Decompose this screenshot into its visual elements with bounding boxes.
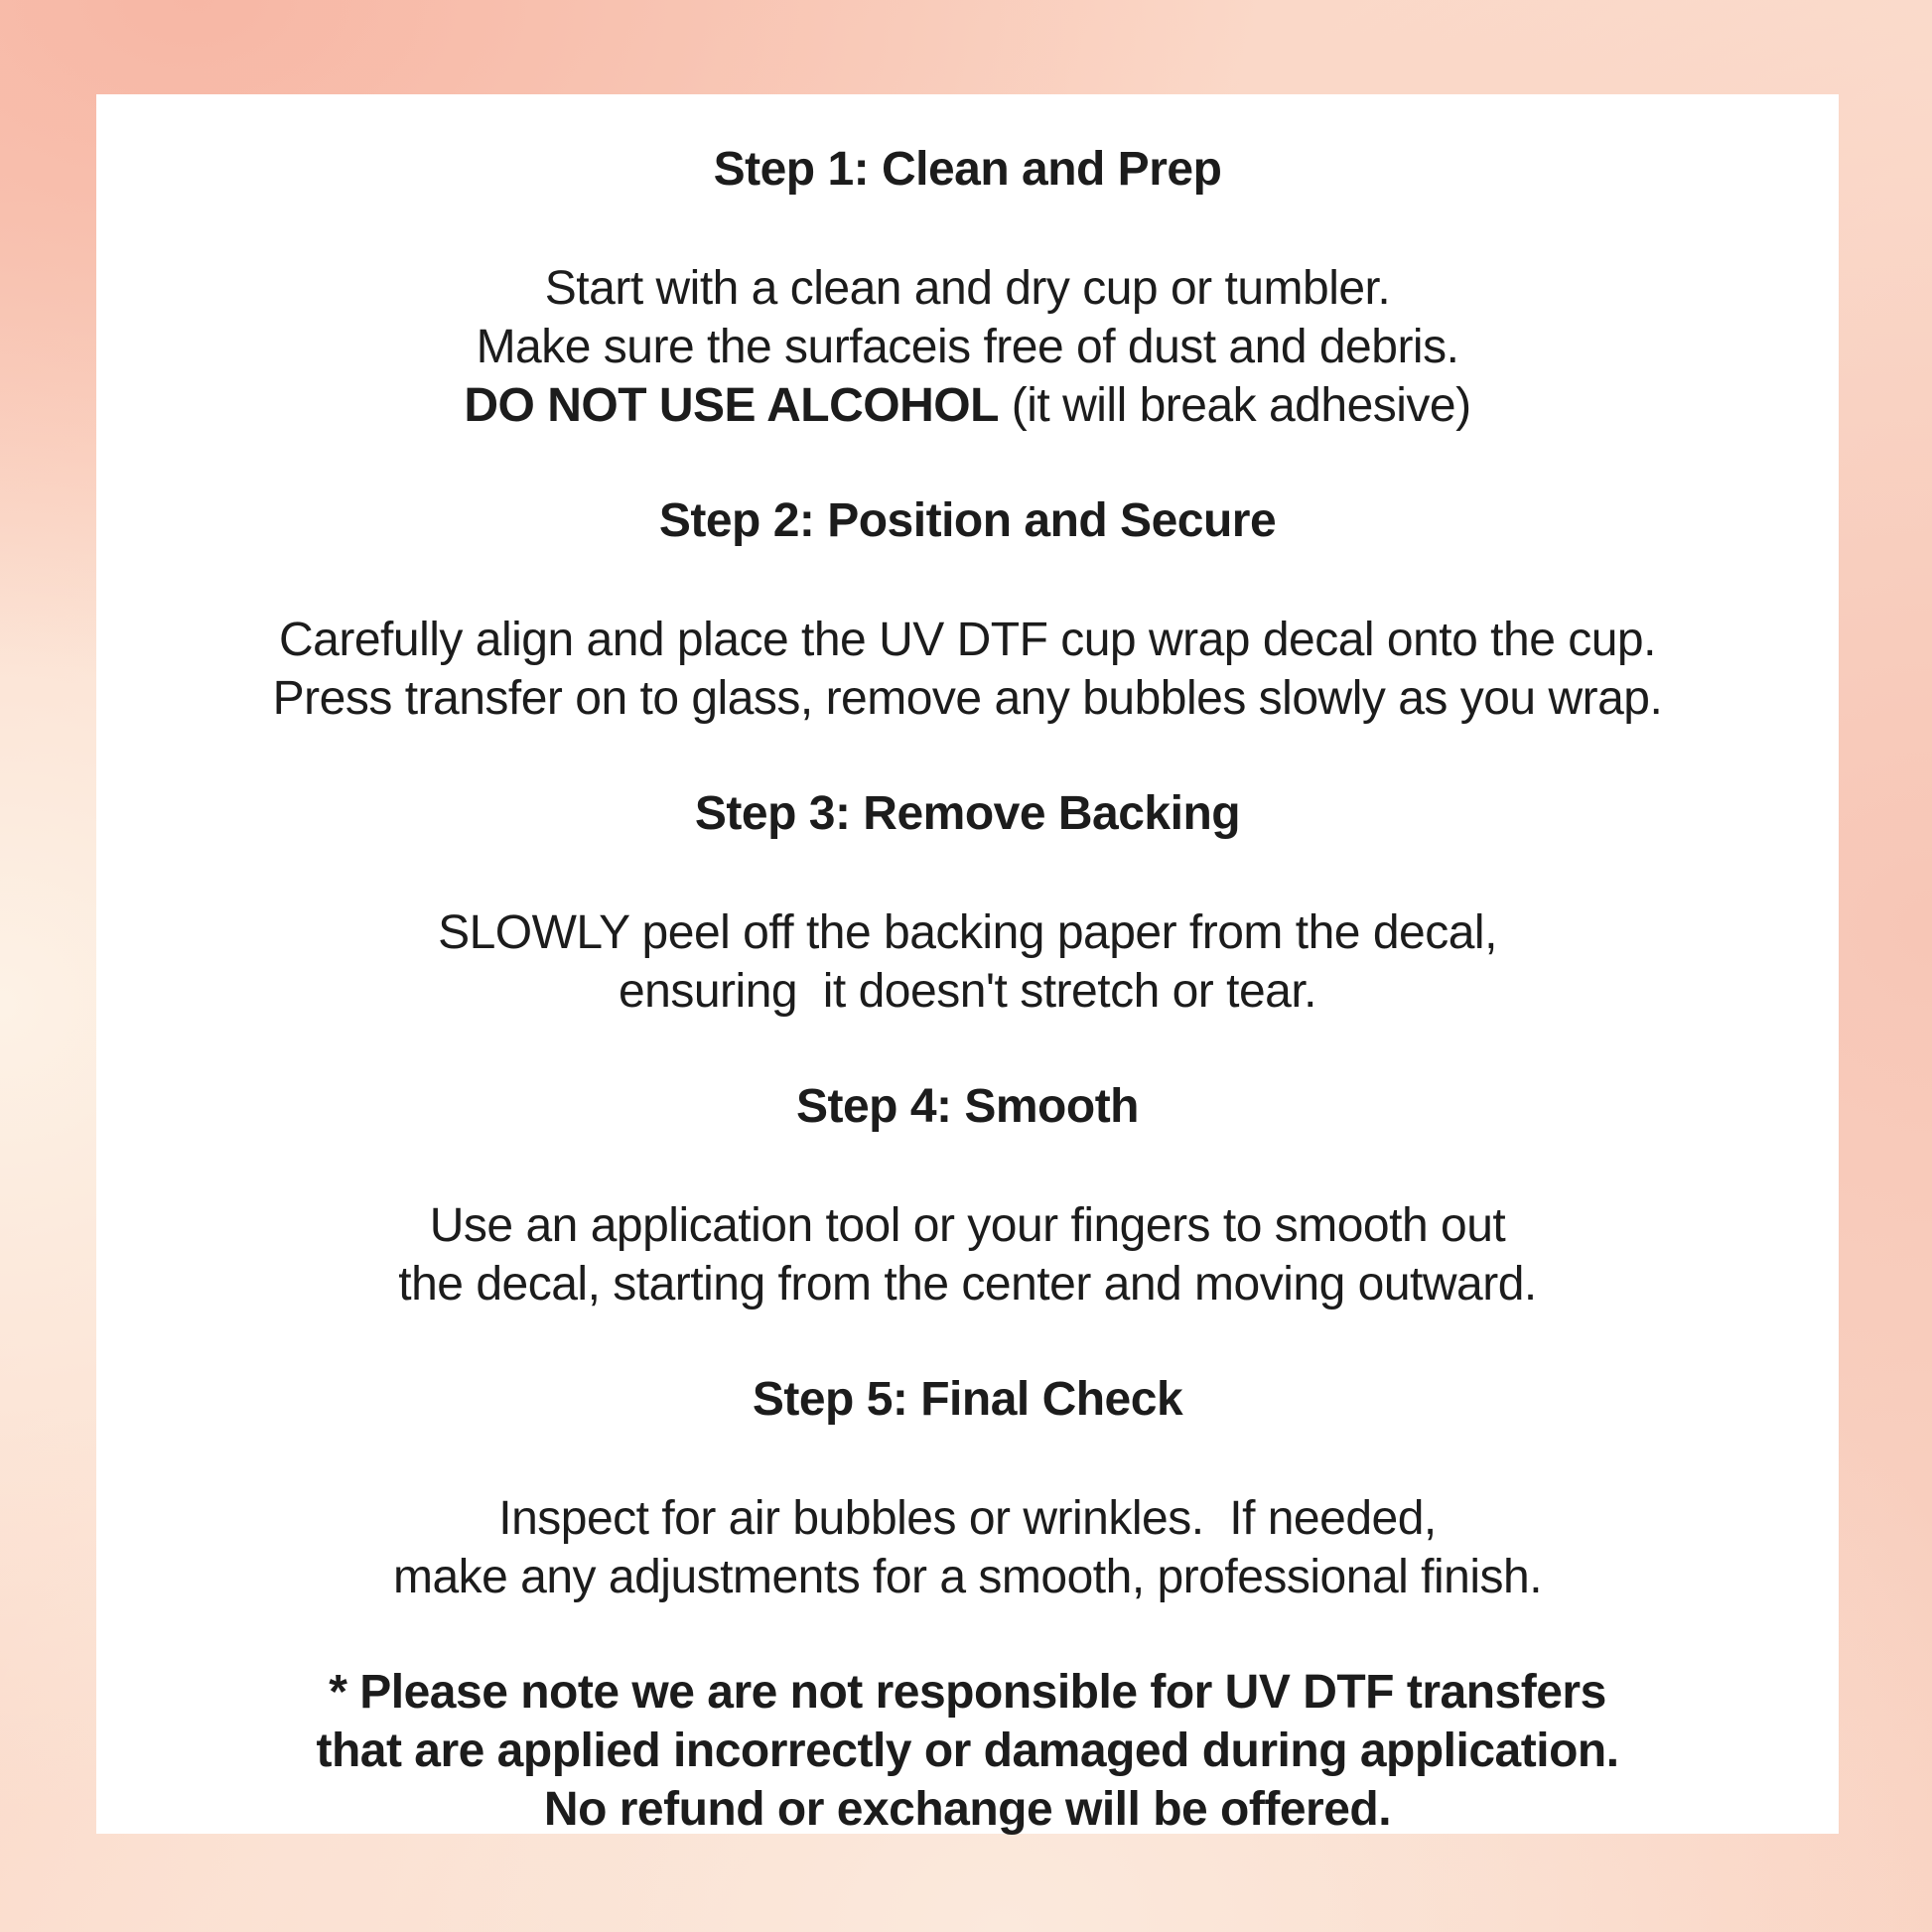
alcohol-warning-rest: (it will break adhesive): [998, 379, 1471, 432]
step-4-line-1: Use an application tool or your fingers to smooth out: [429, 1199, 1506, 1252]
step-4-line-2: the decal, starting from the center and moving outward.: [398, 1258, 1537, 1311]
step-5-title: Step 5: Final Check: [752, 1373, 1183, 1426]
step-4-title: Step 4: Smooth: [795, 1080, 1139, 1133]
step-3-body: [136, 903, 1799, 1021]
step-1-body: [136, 259, 1799, 435]
step-1-title: Step 1: Clean and Prep: [713, 143, 1222, 196]
step-4-body: [136, 1196, 1799, 1313]
step-3-line-1: SLOWLY peel off the backing paper from the decal,: [438, 906, 1497, 959]
alcohol-warning-line: [136, 376, 1799, 435]
step-2-title: Step 2: Position and Secure: [658, 494, 1277, 547]
step-3-line-2: ensuring it doesn't stretch or tear.: [618, 965, 1317, 1018]
step-5-line-2: make any adjustments for a smooth, professional finish.: [392, 1551, 1543, 1603]
step-1-line-2: Make sure the surfaceis free of dust and debris.: [476, 321, 1459, 373]
step-2-line-1: Carefully align and place the UV DTF cup wrap decal onto the cup.: [279, 614, 1656, 666]
step-2-line-2: Press transfer on to glass, remove any bubbles slowly as you wrap.: [272, 672, 1663, 725]
disclaimer-line-1: * Please note we are not responsible for UV DTF transfers: [329, 1666, 1606, 1719]
instruction-card: [96, 94, 1839, 1834]
step-3-title: Step 3: Remove Backing: [694, 787, 1241, 840]
disclaimer-line-2: that are applied incorrectly or damaged during application.: [316, 1725, 1619, 1777]
step-2-body: [136, 611, 1799, 728]
disclaimer: [136, 1663, 1799, 1839]
alcohol-warning-bold: DO NOT USE ALCOHOL: [464, 379, 999, 432]
disclaimer-line-3: No refund or exchange will be offered.: [543, 1783, 1392, 1836]
step-5-body: [136, 1489, 1799, 1606]
step-5-line-1: Inspect for air bubbles or wrinkles. If needed,: [498, 1492, 1437, 1545]
step-1-line-1: Start with a clean and dry cup or tumbler.: [544, 262, 1391, 315]
